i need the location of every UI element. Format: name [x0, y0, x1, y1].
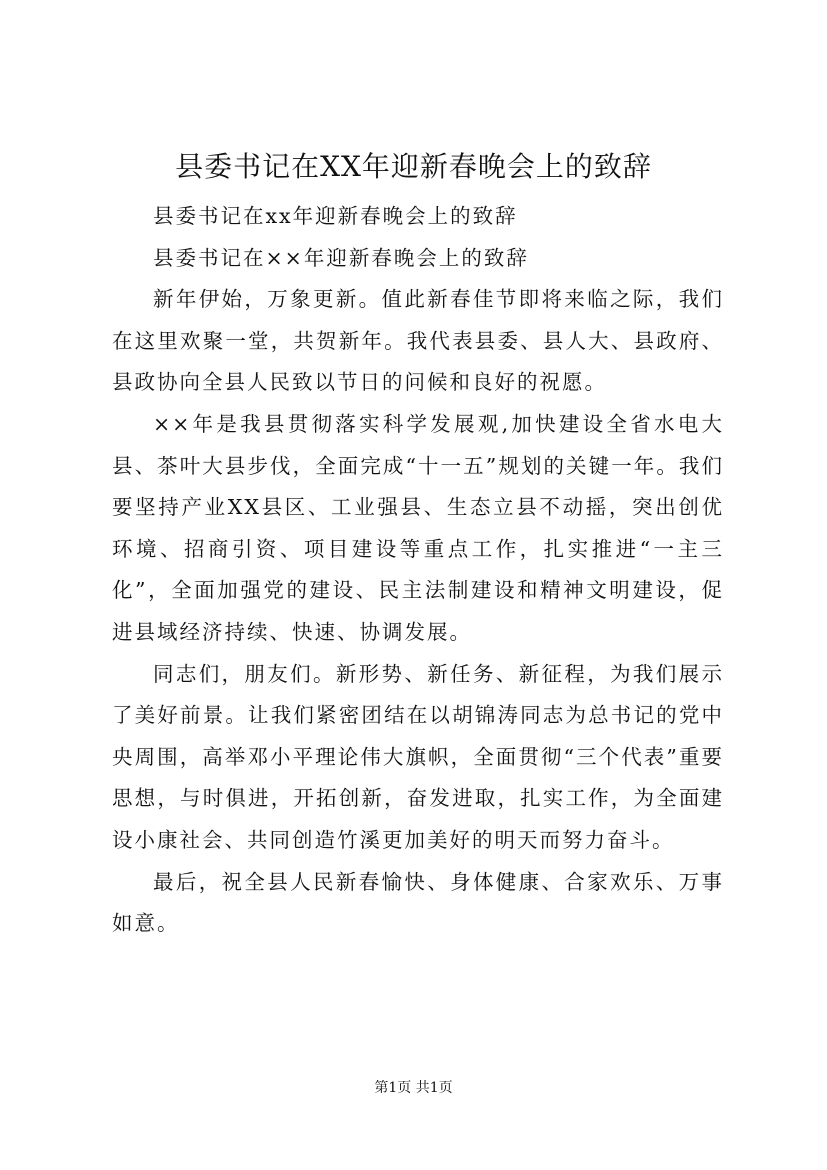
paragraph: 县委书记在××年迎新春晚会上的致辞: [153, 245, 529, 270]
document-body: [112, 196, 724, 945]
paragraph: 最后，祝全县人民新春愉快、身体健康、合家欢乐、万事如意。: [112, 869, 724, 936]
paragraph: 县委书记在xx年迎新春晚会上的致辞: [153, 204, 518, 228]
document-title: 县委书记在XX年迎新春晚会上的致辞: [175, 150, 652, 183]
paragraph: ××年是我县贯彻落实科学发展观,加快建设全省水电大县、茶叶大县步伐，全面完成“十一五”规划的关键一年。我们要坚持产业XX县区、工业强县、生态立县不动摇，突出创优环境、招商引资、项目建设等重点工作，扎实推进“一主三化”，全面加强党的建设、民主法制建设和精神文明建设，促进县域经济持续、快速、协调发展。: [112, 411, 724, 644]
page-number-footer: 第1页 共1页: [374, 1080, 453, 1096]
paragraph: 同志们，朋友们。新形势、新任务、新征程，为我们展示了美好前景。让我们紧密团结在以胡锦涛同志为总书记的党中央周围，高举邓小平理论伟大旗帜，全面贯彻“三个代表”重要思想，与时俱进，开拓创新，奋发进取，扎实工作，为全面建设小康社会、共同创造竹溪更加美好的明天而努力奋斗。: [112, 661, 724, 852]
paragraph: 新年伊始，万象更新。值此新春佳节即将来临之际，我们在这里欢聚一堂，共贺新年。我代表县委、县人大、县政府、县政协向全县人民致以节日的问候和良好的祝愿。: [112, 287, 724, 395]
